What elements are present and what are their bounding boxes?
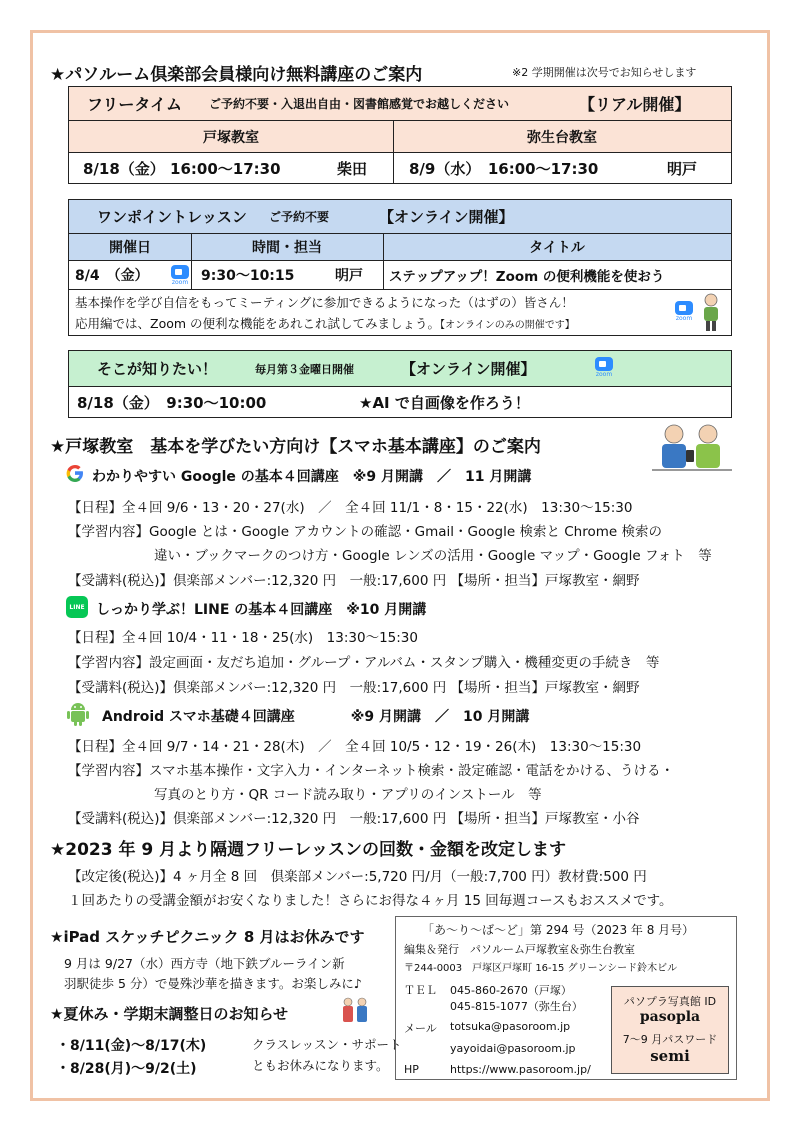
ipad-line1: 9 月は 9/27（水）西方寺（地下鉄ブルーライン新 <box>64 956 345 971</box>
issue-label: 「あ～り～ば～ど」第 294 号（2023 年 8 月号） <box>422 923 695 937</box>
google-course-schedule: 【日程】全４回 9/6・13・20・27(水) ／ 全４回 11/1・8・15・22(水) 13:30～15:30 <box>68 500 633 516</box>
android-course-content: 【学習内容】スマホ基本操作・文字入力・インターネット検索・設定確認・電話をかける、うける・ <box>68 763 675 779</box>
soko-desc: 毎月第３金曜日開催 <box>255 362 354 376</box>
soko-table <box>68 350 732 418</box>
zoom-icon: zoom <box>593 356 615 380</box>
smaho-title: ★戸塚教室 基本を学びたい方向け【スマホ基本講座】のご案内 <box>50 437 541 457</box>
mail-totsuka[interactable]: totsuka@pasoroom.jp <box>450 1020 571 1033</box>
zoom-icon: zoom <box>673 300 695 324</box>
tel-yayoidai: 045-815-1077（弥生台） <box>450 1000 583 1013</box>
onepoint-header-date: 開催日 <box>109 240 151 256</box>
onepoint-label: ワンポイントレッスン <box>97 208 247 226</box>
line-course-content: 【学習内容】設定画面・友だち追加・グループ・アルバム・スタンプ購入・機種変更の手続き 等 <box>68 655 660 671</box>
android-course-fee: 【受講料(税込)】倶楽部メンバー:12,320 円 一般:17,600 円 【場所・担当】戸塚教室・小谷 <box>68 811 640 827</box>
freetime-totsuka-staff: 柴田 <box>337 159 368 178</box>
onepoint-table <box>68 199 732 336</box>
freetime-yayoidai-time: 8/9（水） 16:00～17:30 <box>409 159 599 178</box>
smartphone-lesson-illustration-icon <box>652 420 732 478</box>
free-course-title: ★パソルーム倶楽部会員様向け無料講座のご案内 <box>50 65 423 85</box>
onepoint-desc-line1: 基本操作を学び自信をもってミーティングに参加できるようになった（はずの）皆さん！ <box>75 295 574 310</box>
revision-title: ★2023 年 9 月より隔週フリーレッスンの回数・金額を改定します <box>50 840 566 860</box>
line-course-fee: 【受講料(税込)】倶楽部メンバー:12,320 円 一般:17,600 円 【場所・担当】戸塚教室・網野 <box>68 680 640 696</box>
onepoint-mode: 【オンライン開催】 <box>379 208 514 226</box>
onepoint-title: ステップアップ！Zoom の便利機能を使おう <box>389 269 665 285</box>
android-course-heading: Android スマホ基礎４回講座 ※9 月開講 ／ 10 月開講 <box>102 709 530 725</box>
ipad-line2: 羽駅徒歩 5 分）で曼殊沙華を描きます。お楽しみに♪ <box>64 976 362 991</box>
line-course-heading: しっかり学ぶ！LINE の基本４回講座 ※10 月開講 <box>96 602 427 618</box>
google-course-fee: 【受講料(税込)】倶楽部メンバー:12,320 円 一般:17,600 円 【場所・担当】戸塚教室・網野 <box>68 573 640 589</box>
onepoint-desc: ご予約不要 <box>269 210 330 224</box>
android-logo-icon <box>66 700 90 726</box>
freetime-table <box>68 86 732 184</box>
onepoint-header-time: 時間・担当 <box>252 240 322 256</box>
freetime-col-totsuka: 戸塚教室 <box>203 129 259 146</box>
line-logo-icon: LINE <box>66 596 88 618</box>
hp-label: HP <box>404 1063 419 1076</box>
google-course-heading: わかりやすい Google の基本４回講座 ※9 月開講 ／ 11 月開講 <box>92 469 532 485</box>
summer-note-1: クラスレッスン・サポート <box>252 1037 402 1052</box>
freetime-label: フリータイム <box>87 95 183 114</box>
onepoint-header-title: タイトル <box>529 240 585 256</box>
android-course-schedule: 【日程】全４回 9/7・14・21・28(木) ／ 全４回 10/5・12・19・26(木) 13:30～15:30 <box>68 739 642 755</box>
zoom-icon: zoom <box>169 264 191 288</box>
revision-fee: 【改定後(税込)】4 ヶ月全 8 回 倶楽部メンバー:5,720 円/月（一般:7,700 円）教材費:500 円 <box>68 869 647 885</box>
revision-note: １回あたりの受講金額がお安くなりました！さらにお得な４ヶ月 15 回毎週コースもおススメです。 <box>68 893 673 909</box>
google-course-content: 【学習内容】Google とは・Google アカウントの確認・Gmail・Google 検索と Chrome 検索の <box>68 524 662 540</box>
summer-note-2: ともお休みになります。 <box>252 1058 389 1073</box>
address-label: 〒244-0003 戸塚区戸塚町 16-15 グリーンシード鈴木ビル <box>404 963 678 974</box>
summer-date-1: ・8/11(金)～8/17(木) <box>56 1038 207 1054</box>
photo-id-label: パソプラ写真館 ID <box>623 995 717 1008</box>
google-course-content-2: 違い・ブックマークのつけ方・Google レンズの活用・Google マップ・Google フォト 等 <box>154 548 712 564</box>
summer-date-2: ・8/28(月)～9/2(土) <box>56 1061 197 1077</box>
line-course-schedule: 【日程】全４回 10/4・11・18・25(水) 13:30～15:30 <box>68 630 418 646</box>
photo-id: pasopla <box>639 1009 701 1025</box>
free-course-note: ※2 学期開催は次号でお知らせします <box>512 66 697 79</box>
photo-pw-label: 7～9 月パスワード <box>622 1033 718 1046</box>
teacher-illustration-icon <box>699 292 723 332</box>
hp-link[interactable]: https://www.pasoroom.jp/ <box>450 1063 591 1076</box>
android-course-content-2: 写真のとり方・QR コード読み取り・アプリのインストール 等 <box>154 787 542 803</box>
tel-label: ＴＥＬ <box>404 984 437 997</box>
onepoint-desc-line2: 応用編では、Zoom の便利な機能をあれこれ試してみましょう。【オンラインのみの開催です】 <box>75 316 575 331</box>
summer-title: ★夏休み・学期末調整日のお知らせ <box>50 1005 288 1023</box>
onepoint-date: 8/4 （金） <box>75 268 149 284</box>
ipad-title: ★iPad スケッチピクニック 8 月はお休みです <box>50 928 365 946</box>
soko-title: ★AI で自画像を作ろう！ <box>359 393 530 412</box>
soko-label: そこが知りたい！ <box>97 360 218 378</box>
editor-label: 編集＆発行 パソルーム戸塚教室＆弥生台教室 <box>404 943 635 956</box>
couple-illustration-icon <box>340 996 370 1030</box>
soko-mode: 【オンライン開催】 <box>401 360 536 378</box>
freetime-yayoidai-staff: 明戸 <box>667 159 698 178</box>
freetime-desc: ご予約不要・入退出自由・図書館感覚でお越しください <box>209 97 510 111</box>
photo-gallery-box <box>611 986 729 1074</box>
mail-yayoidai[interactable]: yayoidai@pasoroom.jp <box>450 1042 576 1055</box>
mail-label: メール <box>404 1022 437 1035</box>
onepoint-time: 9:30～10:15 <box>201 268 295 284</box>
google-logo-icon <box>64 462 86 484</box>
soko-date: 8/18（金） 9:30～10:00 <box>77 393 267 412</box>
freetime-totsuka-time: 8/18（金） 16:00～17:30 <box>83 159 281 178</box>
freetime-col-yayoidai: 弥生台教室 <box>527 129 597 146</box>
photo-pw: semi <box>650 1047 690 1065</box>
onepoint-staff: 明戸 <box>335 268 363 284</box>
freetime-mode: 【リアル開催】 <box>579 95 691 114</box>
tel-totsuka: 045-860-2670（戸塚） <box>450 984 572 997</box>
